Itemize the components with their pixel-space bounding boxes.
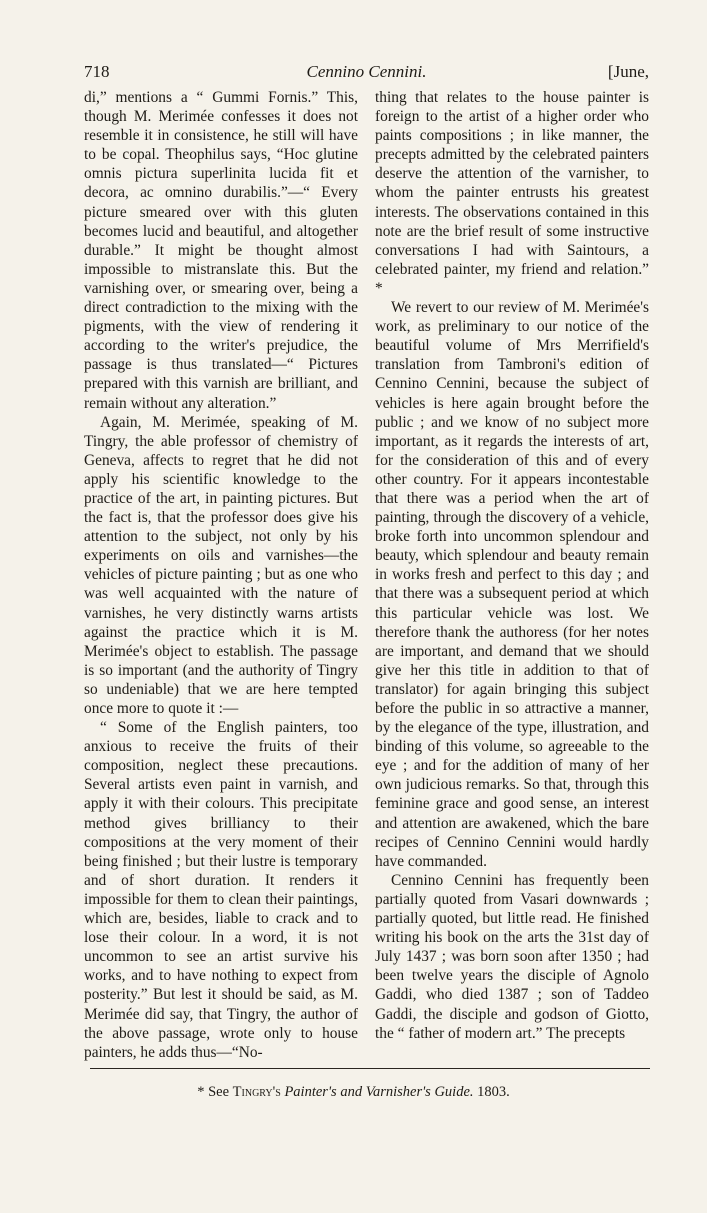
paragraph: We revert to our review of M. Merimée's work, as preliminary to our notice of the beautiful volume of Mrs Merrifield's translation from Tambroni's edition of Cennino Cennini, because the subject of vehicles is here again brought before the public ; and we know of no subject more important, as it regards the interests of art, for the consideration of this and of every other country. For it appears incontestable that there was a period when the art of painting, through the discovery of a vehicle, broke forth into uncommon splendour and beauty, which splendour and beauty remain in works fresh and perfect to this day ; and that there was a subsequent period at which this particular vehicle was lost. We therefore thank the authoress (for her notes are important, and demand that we should give her this title in addition to that of translator) for again bringing this subject before the public in so attractive a manner, by the elegance of the type, illustration, and binding of this volume, so agreeable to the eye ; and for the addition of many of her own judicious remarks. So that, through this feminine grace and good sense, an interest and attention are awakened, which the bare recipes of Cennino Cennini would hardly have commanded. [375,299,649,870]
footnote [0,1084,707,1101]
paragraph: Cennino Cennini has frequently been partially quoted from Vasari downwards ; partially quoted, but little read. He finished writing his book on the arts the 31st day of July 1437 ; was born soon after 1350 ; had been twelve years the disciple of Agnolo Gaddi, who died 1387 ; son of Taddeo Gaddi, the disciple and godson of Giotto, the “ father of modern art.” The precepts [375,871,649,1042]
paragraph: di,” mentions a “ Gummi Fornis.” This, though M. Merimée confesses it does not resemble it in consistence, he still will have to be copal. Theophilus says, “Hoc glutine omnis pictura superlinita lucida fit et decora, ac omnino durabilis.”—“ Every picture smeared over with this gluten becomes lucid and beautiful, and altogether durable.” It might be thought almost impossible to mistranslate this. But the varnishing over, or smearing over, being a direct contradiction to the mixing with the pigments, with the view of rendering it according to the writer's prejudice, the passage is thus translated—“ Pictures prepared with this varnish are brilliant, and remain without any alteration.” [84,89,358,412]
paragraph-quote: “ Some of the English painters, too anxious to receive the fruits of their composition, neglect these precautions. Several artists even paint in varnish, and apply it with their colours. This precipitate method gives brilliancy to their compositions at the very moment of their being finished ; but their lustre is temporary and of short duration. It renders it impossible for them to clean their paintings, which are, besides, liable to crack and to lose their colour. In a word, it is not uncommon to see an artist survive his works, and to have nothing to expect from posterity.” But lest it should be said, as M. Merimée did say, that Tingry, the author of the above passage, wrote only to house painters, he adds thus—“No- [84,719,358,1061]
running-title: Cennino Cennini. [306,62,427,81]
footnote-rule [90,1068,650,1069]
left-column [84,88,358,1062]
paragraph: Again, M. Merimée, speaking of M. Tingry, the able professor of chemistry of Geneva, affects to regret that he did not apply his scientific knowledge to the practice of the art, in painting pictures. But the fact is, that the professor does give his attention to the subject, not only by his experiments on oils and varnishes—the vehicles of picture painting ; but as one who was well acquainted with the nature of varnishes, he very distinctly warns artists against the practice which it is M. Merimée's object to establish. The passage is so important (and the authority of Tingry so undeniable) that we are here tempted once more to quote it :— [84,413,358,717]
footnote-year: 1803. [477,1084,510,1100]
footnote-author: Tingry's [232,1084,281,1100]
footnote-see: See [208,1084,230,1100]
page-header [84,62,649,88]
page-number: 718 [84,62,110,81]
paragraph: thing that relates to the house painter is foreign to the artist of a higher order who paints compositions ; in like manner, the precepts admitted by the celebrated painters deserve the attention of the varnisher, to whom the painter entrusts his greatest interests. The observations contained in this note are the brief result of some instructive conversations I had with Saintours, a celebrated painter, my friend and relation.” * [375,89,649,297]
right-column [375,88,649,1043]
footnote-marker: * [197,1084,205,1100]
footnote-title: Painter's and Varnisher's Guide. [284,1084,474,1100]
header-date: [June, [607,62,649,81]
